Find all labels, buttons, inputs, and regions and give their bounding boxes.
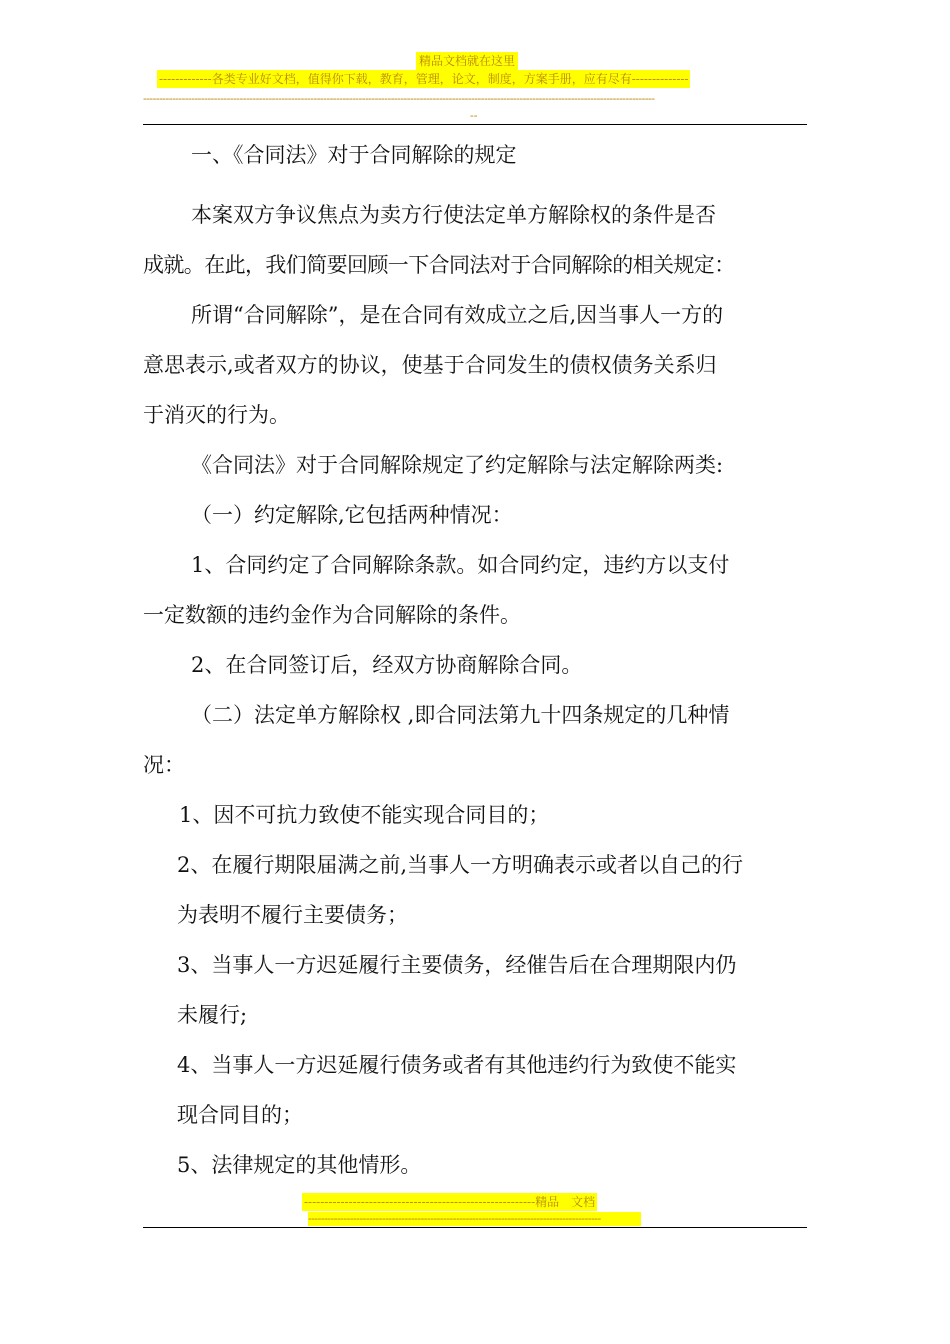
paragraph-line: 于消灭的行为。 xyxy=(143,403,290,427)
list-item-continuation: 未履行; xyxy=(177,1003,248,1027)
header-dash-line: --------------------------------------------------------------------------------------------------------------------------------------------------------------- xyxy=(143,93,655,105)
paragraph-line: 《合同法》对于合同解除规定了约定解除与法定解除两类: xyxy=(191,453,724,477)
subsection-heading: （一）约定解除,它包括两种情况： xyxy=(191,503,513,527)
paragraph-line: 成就。在此，我们简要回顾一下合同法对于合同解除的相关规定： xyxy=(143,253,735,277)
list-item-continuation: 一定数额的违约金作为合同解除的条件。 xyxy=(143,603,521,627)
paragraph-line: 所谓“合同解除”，是在合同有效成立之后,因当事人一方的 xyxy=(191,303,724,327)
list-item: 5、法律规定的其他情形。 xyxy=(177,1153,422,1177)
footer-dash-line: ------------------------------------------------------------------------------------------- xyxy=(308,1212,641,1226)
footer-rule xyxy=(143,1227,807,1228)
paragraph-line: 本案双方争议焦点为卖方行使法定单方解除权的条件是否 xyxy=(191,203,716,227)
header-tagline: -------------各类专业好文档，值得你下载，教育，管理，论文，制度，方案手册，应有尽有-------------- xyxy=(159,72,689,86)
section-heading: 一、《合同法》对于合同解除的规定 xyxy=(191,143,517,167)
header-rule xyxy=(143,124,807,125)
header-title: 精品文档就在这里 xyxy=(416,52,518,70)
list-item: 4、当事人一方迟延履行债务或者有其他违约行为致使不能实 xyxy=(177,1053,737,1077)
list-item: 1、因不可抗力致使不能实现合同目的； xyxy=(179,803,550,827)
list-item-continuation: 现合同目的； xyxy=(177,1103,303,1127)
subsection-heading-continuation: 况： xyxy=(143,753,185,777)
footer-tagline: ---------------------------------------------------------精品 文档 xyxy=(304,1195,596,1209)
list-item: 2、在履行期限届满之前,当事人一方明确表示或者以自己的行 xyxy=(177,853,744,877)
list-item: 1、合同约定了合同解除条款。如合同约定，违约方以支付 xyxy=(191,553,730,577)
list-item: 3、当事人一方迟延履行主要债务，经催告后在合理期限内仍 xyxy=(177,953,737,977)
list-item: 2、在合同签订后，经双方协商解除合同。 xyxy=(191,653,583,677)
subsection-heading: （二）法定单方解除权 ,即合同法第九十四条规定的几种情 xyxy=(191,703,730,727)
list-item-continuation: 为表明不履行主要债务； xyxy=(177,903,408,927)
header-dash-tail: -- xyxy=(470,109,478,122)
paragraph-line: 意思表示,或者双方的协议，使基于合同发生的债权债务关系归 xyxy=(143,353,717,377)
